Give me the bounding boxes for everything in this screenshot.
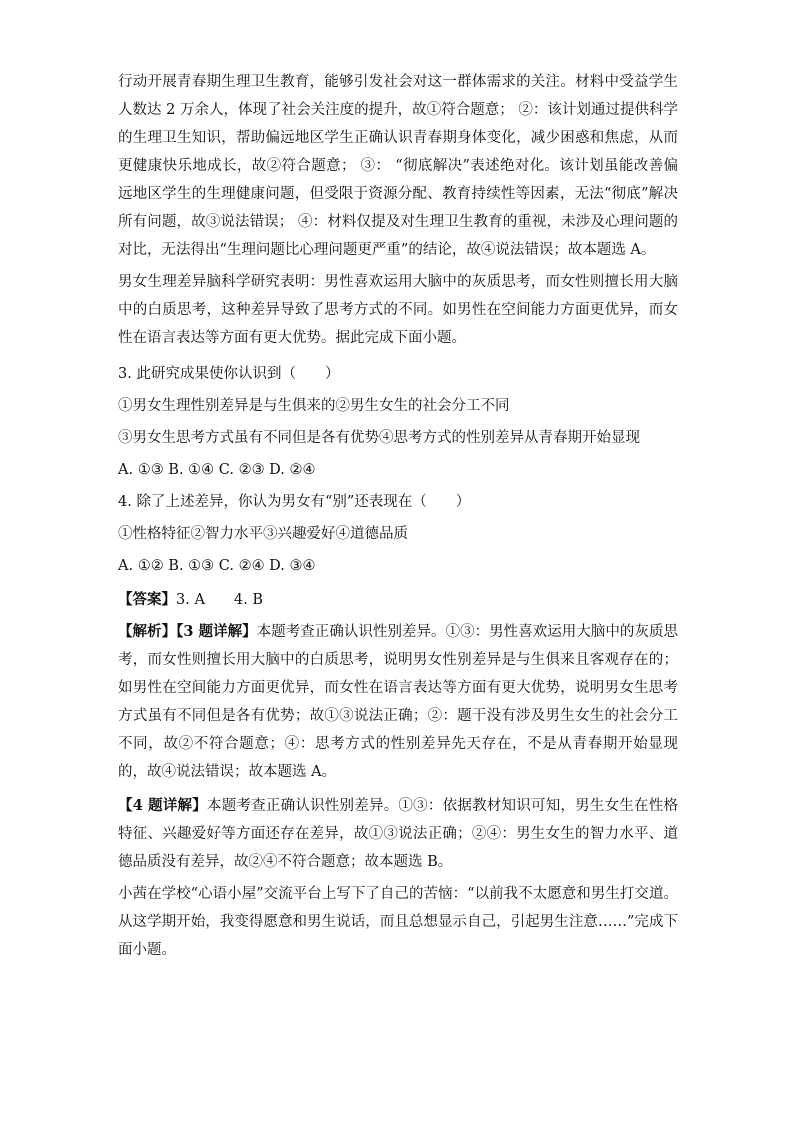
- question-3-stem: 3. 此研究成果使你认识到（ ）: [118, 366, 340, 382]
- question-3-choices: A. ①③ B. ①④ C. ②③ D. ②④: [118, 462, 316, 478]
- answer-text: 3. A 4. B: [176, 592, 264, 608]
- question-3-option-line-2: ③男女生思考方式虽有不同但是各有优势④思考方式的性别差异从青春期开始显现: [118, 430, 640, 446]
- question-3-option-line-1: ①男女生理性别差异是与生俱来的②男生女生的社会分工不同: [118, 398, 510, 414]
- question-4-choices: A. ①② B. ①③ C. ②④ D. ③④: [118, 558, 316, 574]
- analysis-q4-text: 本题考查正确认识性别差异。①③：依据教材知识可知，男生女生在性格特征、兴趣爱好等方面还存在差异，故①③说法正确；②④：男生女生的智力水平、道德品质没有差异，故②④不符合题意；故本题选 B。: [118, 798, 679, 870]
- question-4-option-line: ①性格特征②智力水平③兴趣爱好④道德品质: [118, 526, 408, 542]
- analysis-q3-label: 【3 题详解】: [176, 623, 257, 640]
- analysis-continuation-paragraph: 行动开展青春期生理卫生教育，能够引发社会对这一群体需求的关注。材料中受益学生人数达 2 万余人，体现了社会关注度的提升，故①符合题意； ②：该计划通过提供科学的生理卫生知识，帮助偏远地区学生正确认识青春期身体变化，减少困惑和焦虑，从而更健康快乐地成长，故②符合题意； ③： “彻底解决”表述绝对化。该计划虽能改善偏远地区学生的生理健康问题，但受限于资源分配、教育持续性等因素，无法“彻底”解决所有问题，故③说法错误； ④：材料仅提及对生理卫生教育的重视，未涉及心理问题的对比，无法得出“生理问题比心理问题更严重”的结论，故④说法错误；故本题选 A。: [118, 74, 678, 258]
- answer-label: 【答案】: [118, 591, 176, 608]
- analysis-q4-label: 【4 题详解】: [118, 797, 207, 814]
- answer-line: [118, 586, 678, 614]
- analysis-q4-paragraph: [118, 792, 678, 876]
- analysis-label: 【解析】: [118, 623, 177, 640]
- analysis-q3-paragraph: [118, 618, 678, 786]
- document-page: [118, 68, 678, 964]
- analysis-q3-text: 本题考查正确认识性别差异。①③：男性喜欢运用大脑中的灰质思考，而女性则擅长用大脑中的白质思考，说明男女性别差异是与生俱来且客观存在的；如男性在空间能力方面更优异，而女性在语言表达等方面有更大优势，说明男女生思考方式虽有不同但是各有优势；故①③说法正确；②：题干没有涉及男生女生的社会分工不同，故②不符合题意；④：思考方式的性别差异先天存在，不是从青春期开始显现的，故④说法错误；故本题选 A。: [118, 624, 679, 780]
- closing-material-paragraph: 小茜在学校“心语小屋”交流平台上写下了自己的苦恼：“以前我不太愿意和男生打交道。从这学期开始，我变得愿意和男生说话，而且总想显示自己，引起男生注意……”完成下面小题。: [118, 886, 678, 958]
- question-4-stem: 4. 除了上述差异，你认为男女有“别”还表现在（ ）: [118, 494, 471, 510]
- material-paragraph: 男女生理差异脑科学研究表明：男性喜欢运用大脑中的灰质思考，而女性则擅长用大脑中的白质思考，这种差异导致了思考方式的不同。如男性在空间能力方面更优异，而女性在语言表达等方面有更大优势。据此完成下面小题。: [118, 274, 678, 346]
